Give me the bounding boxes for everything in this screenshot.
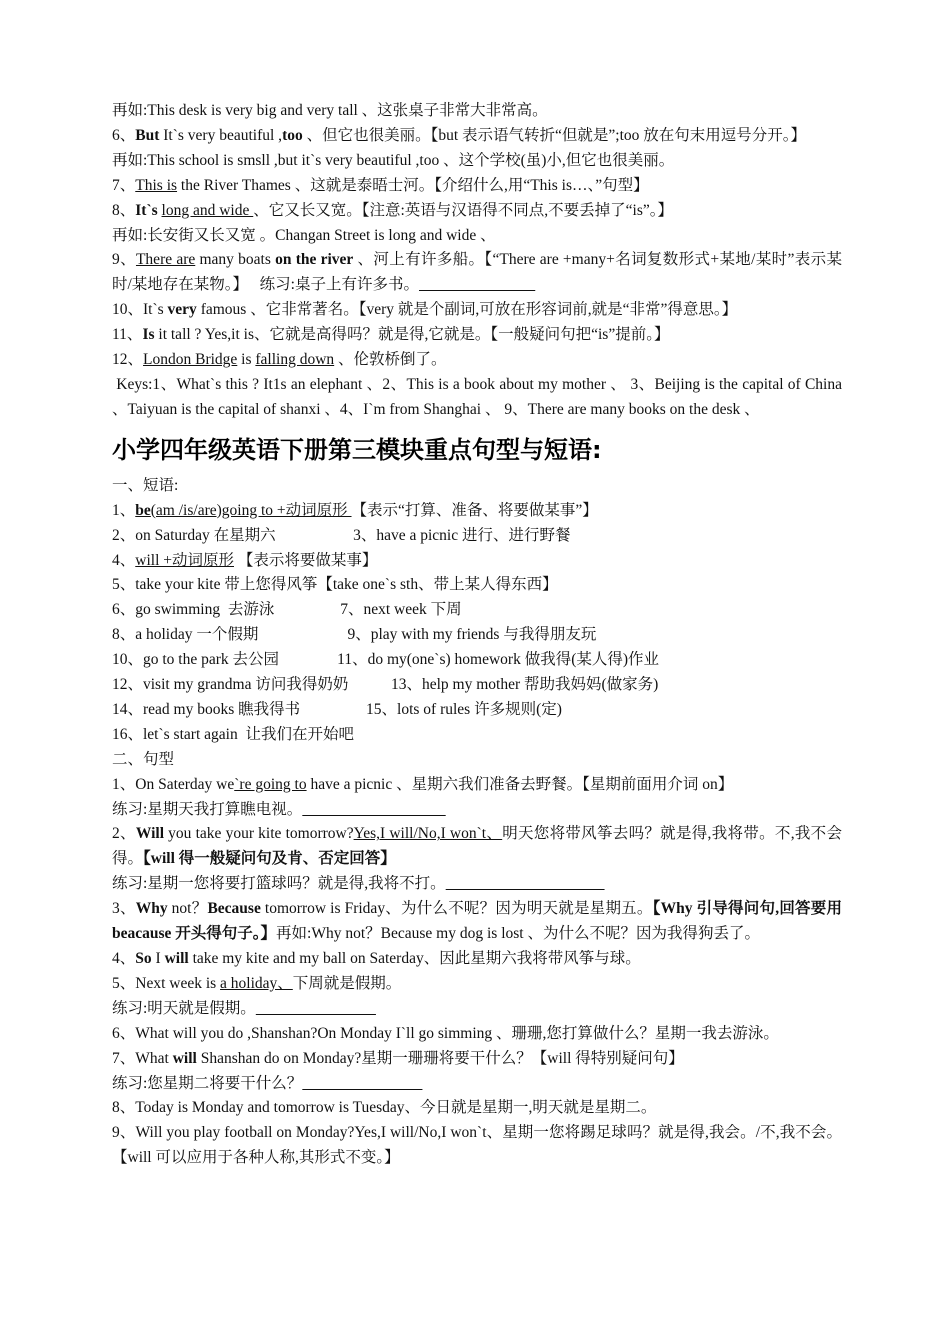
phrase-line: 5、take your kite 带上您得风筝【take one`s sth、带上某人得东西】 [112, 576, 558, 594]
phrase-line: 10、go to the park 去公园 11、do my(one`s) homework 做我得(某人得)作业 [112, 651, 660, 669]
section-heading: 小学四年级英语下册第三模块重点句型与短语: [112, 435, 602, 464]
text-line: 12、London Bridge is falling down 、伦敦桥倒了。 [112, 351, 447, 369]
phrase-line: 16、let`s start again 让我们在开始吧 [112, 725, 354, 743]
exercise-line: 练习:星期一您将要打篮球吗？就是得,我将不打。 [112, 875, 446, 893]
text-line: 6、But It`s very beautiful ,too 、但它也很美丽。【but 表示语气转折“但就是”;too 放在句末用逗号分开。】 [112, 126, 807, 144]
exercise-line: 练习:星期天我打算瞧电视。 [112, 800, 303, 818]
text-line: 7、This is the River Thames 、这就是泰晤士河。【介绍什么,用“This is…、”句型】 [112, 176, 649, 194]
text-line: 8、It`s long and wide 、它又长又宽。【注意:英语与汉语得不同点,不要丢掉了“is”。】 [112, 201, 674, 219]
text-line: 10、It`s very famous 、它非常著名。【very 就是个副词,可放在形容词前,就是“非常”得意思。】 [112, 301, 738, 319]
section-label: 二、句型 [112, 750, 175, 768]
document-page [112, 99, 842, 1171]
sentence-line: 1、On Saterday we`re going to have a picnic 、星期六我们准备去野餐。【星期前面用介词 on】 [112, 775, 734, 793]
sentence-line: 9、Will you play football on Monday?Yes,I will/No,I won`t、星期一您将踢足球吗？就是得,我会。/不,我不会。【will 可以应用于各种人称,其形式不变。】 [112, 1124, 842, 1167]
text-line: 9、There are many boats on the river 、河上有许多船。【“There are +many+名词复数形式+某地/某时”表示某时/某地存在某物。】 练习:桌子上有许多书。 [112, 251, 842, 294]
text-line: 再如:This desk is very big and very tall 、这张桌子非常大非常高。 [112, 102, 548, 119]
sentence-line: 6、What will you do ,Shanshan?On Monday I`ll go simming 、珊珊,您打算做什么？星期一我去游泳。 [112, 1024, 779, 1042]
exercise-line: 练习:明天就是假期。 [112, 999, 256, 1017]
phrase-line: 14、read my books 瞧我得书 15、lots of rules 许多规则(定) [112, 700, 562, 718]
phrase-line: 4、will +动词原形 【表示将要做某事】 [112, 551, 378, 569]
phrase-line: 2、on Saturday 在星期六 3、have a picnic 进行、进行野餐 [112, 526, 571, 544]
phrase-line: 12、visit my grandma 访问我得奶奶 13、help my mother 帮助我妈妈(做家务) [112, 676, 659, 694]
sentence-line: 8、Today is Monday and tomorrow is Tuesday、今日就是星期一,明天就是星期二。 [112, 1099, 657, 1117]
answer-keys: Keys:1、What`s this ? It1s an elephant 、2、This is a book about my mother 、 3、Beijing is the capital of China 、Taiyuan is the capital of shanxi 、4、I`m from Shanghai 、 9、There are many books on the desk 、 [112, 375, 842, 418]
text-line: 再如:长安街又长又宽 。Changan Street is long and wide 、 [112, 226, 496, 244]
sentence-line: 2、Will you take your kite tomorrow?Yes,I will/No,I won`t、明天您将带风筝去吗？就是得,我将带。不,我不会得。【will 得一般疑问句及肯、否定回答】 [112, 825, 842, 868]
sentence-line: 4、So I will take my kite and my ball on Saterday、因此星期六我将带风筝与球。 [112, 950, 641, 967]
text-line: 11、Is it tall ? Yes,it is、它就是高得吗？就是得,它就是。【一般疑问句把“is”提前。】 [112, 326, 670, 344]
phrase-line: 6、go swimming 去游泳 7、next week 下周 [112, 601, 462, 619]
exercise-line: 练习:您星期二将要干什么？ [112, 1074, 303, 1092]
text-line: 再如:This school is smsll ,but it`s very beautiful ,too 、这个学校(虽)小,但它也很美丽。 [112, 151, 675, 169]
sentence-line: 5、Next week is a holiday、下周就是假期。 [112, 974, 402, 992]
phrase-line: 8、a holiday 一个假期 9、play with my friends 与我得朋友玩 [112, 626, 597, 644]
section-label: 一、短语: [112, 476, 179, 494]
sentence-line: 7、What will Shanshan do on Monday?星期一珊珊将要干什么？【will 得特别疑问句】 [112, 1049, 684, 1067]
phrase-line: 1、be(am /is/are)going to +动词原形 【表示“打算、准备、将要做某事”】 [112, 501, 598, 519]
sentence-line: 3、Why not？Because tomorrow is Friday、为什么不呢？因为明天就是星期五。【Why 引导得问句,回答要用 beacause 开头得句子。】再如:Why not？Because my dog is lost 、为什么不呢？因为我得狗丢了。 [112, 900, 842, 943]
